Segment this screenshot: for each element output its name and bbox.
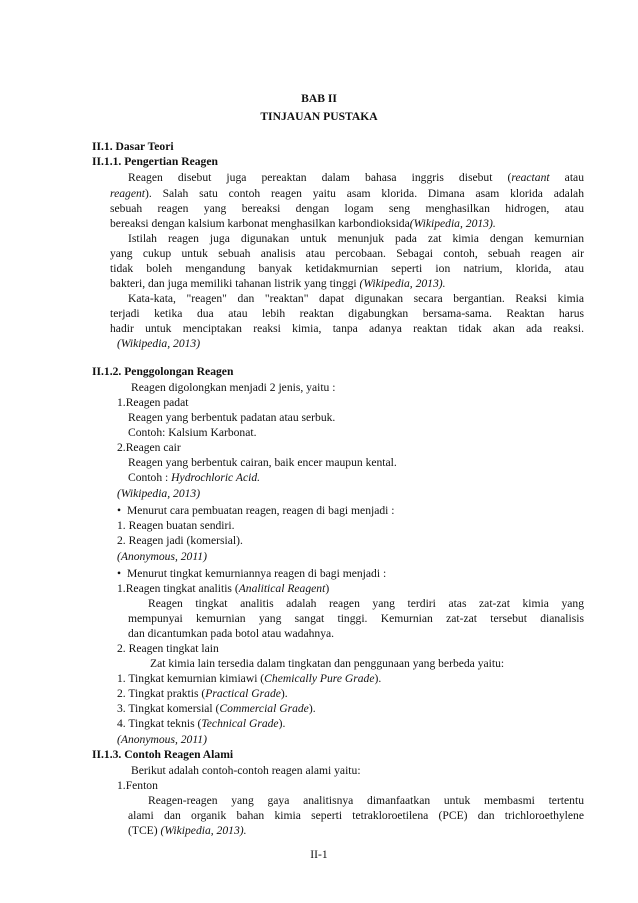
section-heading: II.1.1. Pengertian Reagen [92,155,218,168]
section-heading: II.1. Dasar Teori [92,140,174,153]
list-item-detail: Reagen yang berbentuk padatan atau serbuk. [128,411,336,424]
list-item: 2. Reagen jadi (komersial). [117,534,243,547]
paragraph-line: Istilah reagen juga digunakan untuk menunjuk pada zat kimia dengan kemurnian [128,232,584,245]
citation: (Wikipedia, 2013) [117,337,201,350]
paragraph-line: alami dan organik bahan kimia seperti tetrakloroetilena (PCE) dan trichloroethylene [128,809,584,822]
paragraph-line: reagent). Salah satu contoh reagen yaitu asam klorida. Dimana asam klorida adalah [110,187,584,200]
list-item: 1.Reagen tingkat analitis (Analitical Reagent) [117,582,330,595]
list-item: 2. Reagen tingkat lain [117,642,219,655]
bullet-item: • Menurut cara pembuatan reagen, reagen di bagi menjadi : [117,504,395,518]
citation: (Anonymous, 2011) [117,550,207,563]
list-item: 2. Tingkat praktis (Practical Grade). [117,687,288,700]
page-number: II-1 [310,848,328,861]
list-item: 1.Reagen padat [117,396,189,409]
paragraph-line: yang cukup untuk sebuah analisis atau percobaan. Sebagai contoh, sebuah reagen air [110,247,584,260]
list-item: 2.Reagen cair [117,441,181,454]
paragraph-line: Kata-kata, "reagen" dan "reaktan" dapat digunakan secara bergantian. Reaksi kimia [128,292,584,305]
paragraph-line: mempunyai kemurnian yang sangat tinggi. Kemurnian zat-zat tersebut dianalisis [128,612,584,625]
chapter-title: TINJAUAN PUSTAKA [260,110,378,123]
list-item-detail: Contoh: Kalsium Karbonat. [128,426,257,439]
paragraph-line: Reagen digolongkan menjadi 2 jenis, yaitu : [131,381,336,394]
paragraph-line: Berikut adalah contoh-contoh reagen alami yaitu: [131,764,361,777]
list-item: 1. Reagen buatan sendiri. [117,519,235,532]
section-heading: II.1.3. Contoh Reagen Alami [92,748,234,761]
list-item: 4. Tingkat teknis (Technical Grade). [117,717,286,730]
paragraph-line: sebuah reagen yang bereaksi dengan logam seng menghasilkan hidrogen, atau [110,202,584,215]
list-item: 3. Tingkat komersial (Commercial Grade). [117,702,316,715]
paragraph-line: (TCE) (Wikipedia, 2013). [128,824,247,837]
paragraph-line: bereaksi dengan kalsium karbonat menghasilkan karbondioksida(Wikipedia, 2013). [110,217,496,230]
bullet-item: • Menurut tingkat kemurniannya reagen di bagi menjadi : [117,567,386,581]
section-heading: II.1.2. Penggolongan Reagen [92,365,234,378]
list-item-detail: Reagen yang berbentuk cairan, baik encer maupun kental. [128,456,397,469]
list-item: 1. Tingkat kemurnian kimiawi (Chemically Pure Grade). [117,672,382,685]
paragraph-line: Zat kimia lain tersedia dalam tingkatan dan penggunaan yang berbeda yaitu: [150,657,505,670]
citation: (Wikipedia, 2013) [117,487,201,500]
paragraph-line: hadir untuk menciptakan reaksi kimia, tanpa adanya reaktan tidak akan ada reaksi. [110,322,584,335]
paragraph-line: terjadi ketika dua atau lebih reaktan digabungkan bersama-sama. Reaktan harus [110,307,584,320]
paragraph-line: dan dicantumkan pada botol atau wadahnya. [128,627,335,640]
list-item-detail: Contoh : Hydrochloric Acid. [128,471,261,484]
paragraph-line: Reagen disebut juga pereaktan dalam bahasa inggris disebut (reactant atau [128,171,584,184]
paragraph-line: Reagen-reagen yang gaya analitisnya dimanfaatkan untuk membasmi tertentu [148,794,584,807]
chapter-heading: BAB II [301,92,337,105]
list-item: 1.Fenton [117,779,158,792]
paragraph-line: tidak boleh mengandung banyak ketidakmurnian seperti ion natrium, klorida, atau [110,262,584,275]
paragraph-line: bakteri, dan juga memiliki tahanan listrik yang tinggi (Wikipedia, 2013). [110,277,446,290]
citation: (Anonymous, 2011) [117,733,207,746]
paragraph-line: Reagen tingkat analitis adalah reagen yang terdiri atas zat-zat kimia yang [148,597,584,610]
